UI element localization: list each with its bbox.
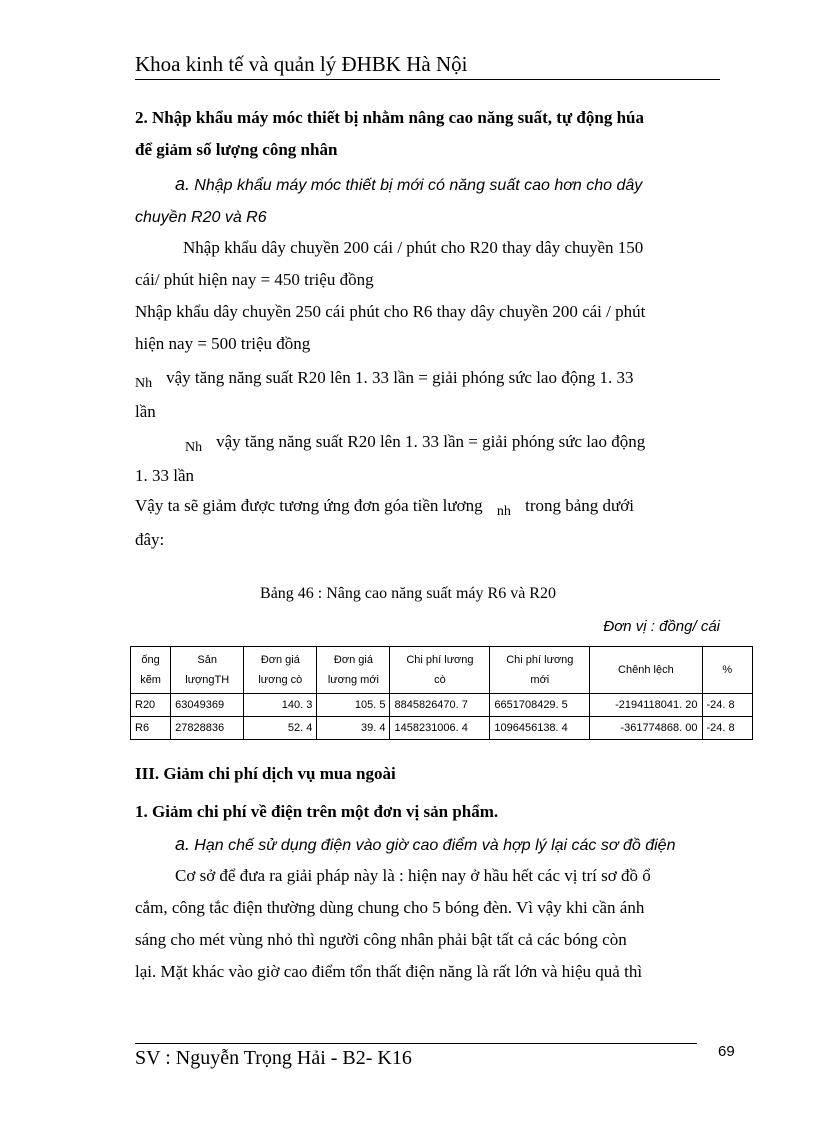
body-line2: cắm, công tắc điện thường dùng chung cho 5 bóng đèn. Vì vậy khi cần ánh [135, 898, 645, 917]
p4-line1: vậy tăng năng suất R20 lên 1. 33 lần = giải phóng sức lao động [216, 432, 646, 451]
section2-subheading-a [135, 168, 720, 234]
header-divider [135, 79, 720, 80]
p5-line1b: trong bảng dưới [525, 496, 634, 515]
body-line1: Cơ sở để đưa ra giải pháp này là : hiện nay ở hầu hết các vị trí sơ đồ ổ [175, 866, 651, 885]
section2-heading [135, 102, 720, 166]
footer-divider [135, 1043, 697, 1044]
col-header: Đơn giá lương cò [244, 647, 317, 694]
p2-line2: hiện nay = 500 triệu đồng [135, 334, 311, 353]
table-cell: 1458231006. 4 [390, 717, 490, 740]
section3-heading: III. Giảm chi phí dịch vụ mua ngoài [135, 764, 396, 783]
p5-line2: đây: [135, 530, 165, 549]
table-caption: Bảng 46 : Nâng cao năng suất máy R6 và R20 [260, 585, 556, 602]
paragraph-4 [135, 426, 720, 492]
paragraph-5 [135, 490, 720, 556]
table-header-row [131, 647, 753, 694]
data-table [130, 646, 753, 740]
table-unit: Đơn vị : đồng/ cái [603, 618, 720, 635]
col-header: Đơn giá lương mới [317, 647, 390, 694]
table-cell: -24. 8 [702, 717, 753, 740]
table-cell: 8845826470. 7 [390, 694, 490, 717]
p2-line1: Nhập khẩu dây chuyền 250 cái phút cho R6 thay dây chuyền 200 cái / phút [135, 302, 646, 321]
paragraph-3 [135, 362, 720, 428]
p3-line2: lần [135, 402, 156, 421]
table-row [131, 694, 753, 717]
col-header: ống kẽm [131, 647, 171, 694]
page-header-title: Khoa kinh tế và quản lý ĐHBK Hà Nội [135, 52, 468, 76]
sub-a-marker: a. [175, 174, 191, 194]
table-cell: 6651708429. 5 [490, 694, 590, 717]
p4-line2: 1. 33 lần [135, 466, 195, 485]
table-cell: -2194118041. 20 [590, 694, 702, 717]
sub-a-text: Hạn chế sử dụng điện vào giờ cao điểm và hợp lý lại các sơ đồ điện [194, 837, 676, 854]
table-cell: 27828836 [171, 717, 244, 740]
section2-heading-line2: để giảm số lượng công nhân [135, 140, 338, 159]
table-row [131, 717, 753, 740]
table-cell: 140. 3 [244, 694, 317, 717]
body-line3: sáng cho mét vùng nhỏ thì người công nhân phải bật tất cả các bóng còn [135, 930, 627, 949]
col-header: Chi phí lương cò [390, 647, 490, 694]
section3-subheading-a [135, 828, 720, 862]
p4-prefix: Nh [185, 440, 203, 455]
table-cell: 105. 5 [317, 694, 390, 717]
col-header: Chi phí lương mới [490, 647, 590, 694]
p5-line1a: Vậy ta sẽ giảm được tương ứng đơn góa tiền lương [135, 496, 483, 515]
p1-line2: cái/ phút hiện nay = 450 triệu đồng [135, 270, 374, 289]
sub-a-line2: chuyền R20 và R6 [135, 209, 267, 226]
p3-prefix: Nh [135, 376, 153, 391]
col-header: Sản lượngTH [171, 647, 244, 694]
table-cell: R20 [131, 694, 171, 717]
sub-a-marker: a. [175, 834, 191, 854]
paragraph-2 [135, 296, 720, 360]
table-cell: 1096456138. 4 [490, 717, 590, 740]
footer-author: SV : Nguyễn Trọng Hải - B2- K16 [135, 1047, 412, 1069]
table-cell: 63049369 [171, 694, 244, 717]
p5-nh: nh [496, 504, 511, 519]
table-cell: 52. 4 [244, 717, 317, 740]
p1-line1: Nhập khẩu dây chuyền 200 cái / phút cho R20 thay dây chuyền 150 [183, 238, 644, 257]
section2-heading-line1: 2. Nhập khẩu máy móc thiết bị nhằm nâng cao năng suất, tự động húa [135, 108, 644, 127]
table-cell: -24. 8 [702, 694, 753, 717]
col-header: % [702, 647, 753, 694]
p3-line1: vậy tăng năng suất R20 lên 1. 33 lần = giải phóng sức lao động 1. 33 [166, 368, 634, 387]
section3-body [135, 860, 720, 988]
table-cell: 39. 4 [317, 717, 390, 740]
section3-sub1-heading: 1. Giảm chi phí về điện trên một đơn vị sản phẩm. [135, 802, 499, 821]
table-cell: -361774868. 00 [590, 717, 702, 740]
sub-a-line1: Nhập khẩu máy móc thiết bị mới có năng suất cao hơn cho dây [194, 177, 643, 194]
table-cell: R6 [131, 717, 171, 740]
paragraph-1 [135, 232, 720, 296]
body-line4: lại. Mặt khác vào giờ cao điểm tổn thất điện năng là rất lớn và hiệu quả thì [135, 962, 643, 981]
page-number: 69 [718, 1043, 735, 1060]
col-header: Chênh lệch [590, 647, 702, 694]
